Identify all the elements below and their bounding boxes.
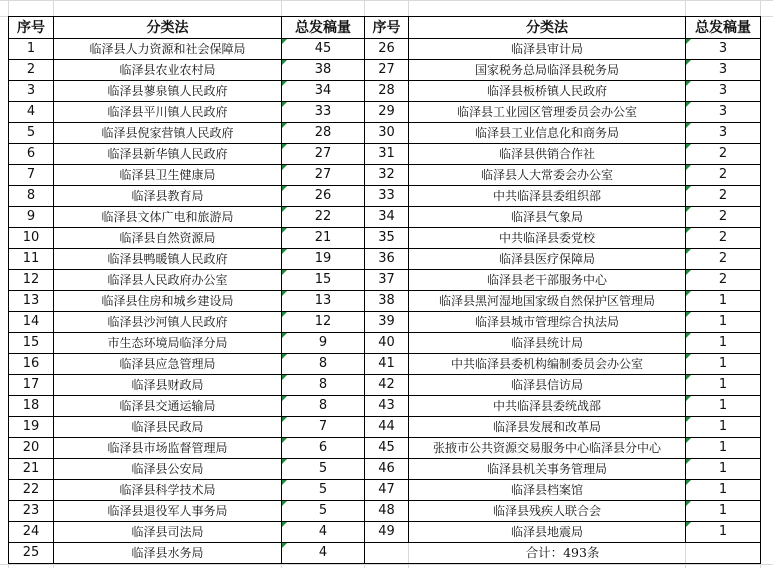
category-cell[interactable]: 临泽县审计局 [409,39,686,60]
serial-cell[interactable]: 20 [9,438,54,459]
count-cell[interactable]: 27 [282,165,365,186]
category-cell[interactable]: 临泽县卫生健康局 [54,165,282,186]
header-serial-left[interactable]: 序号 [9,17,54,39]
serial-cell[interactable]: 26 [365,39,409,60]
count-cell[interactable]: 7 [282,417,365,438]
category-cell[interactable]: 临泽县发展和改革局 [409,417,686,438]
category-cell[interactable]: 临泽县鸭暖镇人民政府 [54,249,282,270]
table-row [9,228,761,249]
table-row [9,81,761,102]
count-cell[interactable]: 34 [282,81,365,102]
serial-cell[interactable]: 12 [9,270,54,291]
category-cell[interactable]: 国家税务总局临泽县税务局 [409,60,686,81]
serial-cell[interactable]: 4 [9,102,54,123]
table-row [9,312,761,333]
serial-cell[interactable]: 32 [365,165,409,186]
category-cell[interactable]: 临泽县农业农村局 [54,60,282,81]
category-cell[interactable]: 临泽县财政局 [54,375,282,396]
category-cell[interactable]: 临泽县教育局 [54,186,282,207]
count-cell[interactable]: 1 [686,438,761,459]
count-cell[interactable]: 4 [282,522,365,543]
category-cell[interactable]: 临泽县住房和城乡建设局 [54,291,282,312]
serial-cell[interactable]: 44 [365,417,409,438]
serial-cell[interactable]: 13 [9,291,54,312]
category-cell[interactable]: 临泽县新华镇人民政府 [54,144,282,165]
serial-cell[interactable]: 27 [365,60,409,81]
count-cell[interactable]: 2 [686,144,761,165]
count-cell[interactable]: 38 [282,60,365,81]
count-cell[interactable]: 33 [282,102,365,123]
table-row-last [9,543,761,564]
serial-cell[interactable]: 49 [365,522,409,543]
count-cell[interactable]: 1 [686,501,761,522]
table-row [9,459,761,480]
category-cell[interactable]: 临泽县信访局 [409,375,686,396]
serial-cell[interactable]: 14 [9,312,54,333]
category-cell[interactable]: 临泽县倪家营镇人民政府 [54,123,282,144]
serial-cell[interactable]: 46 [365,459,409,480]
serial-cell[interactable]: 40 [365,333,409,354]
category-cell[interactable]: 临泽县档案馆 [409,480,686,501]
table-row [9,501,761,522]
category-cell[interactable]: 临泽县平川镇人民政府 [54,102,282,123]
table-row [9,480,761,501]
category-cell[interactable]: 临泽县应急管理局 [54,354,282,375]
serial-cell[interactable]: 19 [9,417,54,438]
count-cell[interactable]: 4 [282,543,365,564]
serial-cell[interactable]: 9 [9,207,54,228]
count-cell[interactable]: 22 [282,207,365,228]
count-cell[interactable]: 1 [686,417,761,438]
serial-cell[interactable]: 1 [9,39,54,60]
category-cell[interactable]: 临泽县气象局 [409,207,686,228]
count-cell[interactable]: 3 [686,60,761,81]
count-cell[interactable]: 2 [686,249,761,270]
count-cell[interactable]: 5 [282,480,365,501]
category-cell[interactable]: 临泽县司法局 [54,522,282,543]
table-row [9,438,761,459]
count-cell[interactable]: 2 [686,186,761,207]
table-row [9,354,761,375]
count-cell[interactable]: 2 [686,228,761,249]
table-row [9,165,761,186]
count-cell[interactable]: 15 [282,270,365,291]
serial-cell[interactable]: 16 [9,354,54,375]
table-row [9,39,761,60]
serial-cell[interactable]: 10 [9,228,54,249]
category-cell[interactable]: 临泽县残疾人联合会 [409,501,686,522]
serial-cell[interactable]: 28 [365,81,409,102]
serial-cell[interactable]: 25 [9,543,54,564]
count-cell[interactable]: 3 [686,123,761,144]
count-cell[interactable]: 8 [282,396,365,417]
serial-cell[interactable]: 48 [365,501,409,522]
category-cell[interactable]: 临泽县供销合作社 [409,144,686,165]
category-cell[interactable]: 临泽县人大常委会办公室 [409,165,686,186]
category-cell[interactable]: 中共临泽县委机构编制委员会办公室 [409,354,686,375]
count-cell[interactable]: 2 [686,207,761,228]
serial-cell[interactable]: 18 [9,396,54,417]
count-cell[interactable]: 1 [686,480,761,501]
table-row [9,396,761,417]
category-cell[interactable]: 中共临泽县委组织部 [409,186,686,207]
category-cell[interactable]: 临泽县蓼泉镇人民政府 [54,81,282,102]
category-cell[interactable]: 临泽县民政局 [54,417,282,438]
serial-cell[interactable]: 23 [9,501,54,522]
header-serial-right[interactable]: 序号 [365,17,409,39]
count-cell[interactable]: 12 [282,312,365,333]
serial-cell[interactable]: 47 [365,480,409,501]
count-cell[interactable]: 26 [282,186,365,207]
serial-cell[interactable]: 17 [9,375,54,396]
count-cell[interactable]: 1 [686,354,761,375]
count-cell[interactable]: 1 [686,375,761,396]
count-cell[interactable]: 1 [686,396,761,417]
table-row [9,144,761,165]
category-cell[interactable]: 中共临泽县委统战部 [409,396,686,417]
count-cell[interactable]: 1 [686,312,761,333]
count-cell[interactable]: 27 [282,144,365,165]
serial-cell[interactable]: 6 [9,144,54,165]
serial-cell[interactable]: 41 [365,354,409,375]
table-row [9,333,761,354]
count-cell[interactable]: 21 [282,228,365,249]
serial-cell[interactable]: 42 [365,375,409,396]
count-cell[interactable]: 1 [686,522,761,543]
category-cell[interactable]: 临泽县市场监督管理局 [54,438,282,459]
serial-cell[interactable]: 22 [9,480,54,501]
category-cell[interactable]: 临泽县机关事务管理局 [409,459,686,480]
total-cell[interactable]: 合计：493条 [365,543,761,564]
count-cell[interactable]: 1 [686,459,761,480]
category-cell[interactable]: 临泽县地震局 [409,522,686,543]
count-cell[interactable]: 45 [282,39,365,60]
serial-cell[interactable]: 33 [365,186,409,207]
header-category-left[interactable]: 分类法 [54,17,282,39]
count-cell[interactable]: 1 [686,333,761,354]
serial-cell[interactable]: 30 [365,123,409,144]
category-cell[interactable]: 张掖市公共资源交易服务中心临泽县分中心 [409,438,686,459]
serial-cell[interactable]: 37 [365,270,409,291]
header-row [9,17,761,39]
count-cell[interactable]: 3 [686,81,761,102]
serial-cell[interactable]: 45 [365,438,409,459]
serial-cell[interactable]: 3 [9,81,54,102]
header-category-right[interactable]: 分类法 [409,17,686,39]
serial-cell[interactable]: 2 [9,60,54,81]
table-row [9,249,761,270]
count-cell[interactable]: 3 [686,102,761,123]
serial-cell[interactable]: 29 [365,102,409,123]
category-cell[interactable]: 临泽县文体广电和旅游局 [54,207,282,228]
count-cell[interactable]: 5 [282,501,365,522]
serial-cell[interactable]: 43 [365,396,409,417]
category-cell[interactable]: 中共临泽县委党校 [409,228,686,249]
table-row [9,270,761,291]
category-cell[interactable]: 临泽县工业园区管理委员会办公室 [409,102,686,123]
count-cell[interactable]: 6 [282,438,365,459]
category-cell[interactable]: 临泽县公安局 [54,459,282,480]
serial-cell[interactable]: 31 [365,144,409,165]
serial-cell[interactable]: 15 [9,333,54,354]
count-cell[interactable]: 8 [282,354,365,375]
publication-count-table [8,16,761,564]
serial-cell[interactable]: 36 [365,249,409,270]
table-row [9,291,761,312]
table-row [9,375,761,396]
category-cell[interactable]: 临泽县退役军人事务局 [54,501,282,522]
count-cell[interactable]: 3 [686,39,761,60]
category-cell[interactable]: 临泽县科学技术局 [54,480,282,501]
category-cell[interactable]: 临泽县老干部服务中心 [409,270,686,291]
category-cell[interactable]: 临泽县自然资源局 [54,228,282,249]
category-cell[interactable]: 临泽县板桥镇人民政府 [409,81,686,102]
table-row [9,60,761,81]
count-cell[interactable]: 9 [282,333,365,354]
serial-cell[interactable]: 8 [9,186,54,207]
count-cell[interactable]: 19 [282,249,365,270]
category-cell[interactable]: 临泽县人民政府办公室 [54,270,282,291]
table-row [9,186,761,207]
category-cell[interactable]: 市生态环境局临泽分局 [54,333,282,354]
count-cell[interactable]: 13 [282,291,365,312]
count-cell[interactable]: 2 [686,165,761,186]
header-count-right[interactable]: 总发稿量 [686,17,761,39]
table-body [9,39,761,564]
count-cell[interactable]: 1 [686,291,761,312]
serial-cell[interactable]: 21 [9,459,54,480]
serial-cell[interactable]: 34 [365,207,409,228]
category-cell[interactable]: 临泽县沙河镇人民政府 [54,312,282,333]
serial-cell[interactable]: 24 [9,522,54,543]
category-cell[interactable]: 临泽县人力资源和社会保障局 [54,39,282,60]
serial-cell[interactable]: 11 [9,249,54,270]
category-cell[interactable]: 临泽县交通运输局 [54,396,282,417]
count-cell[interactable]: 8 [282,375,365,396]
serial-cell[interactable]: 39 [365,312,409,333]
serial-cell[interactable]: 35 [365,228,409,249]
category-cell[interactable]: 临泽县黑河湿地国家级自然保护区管理局 [409,291,686,312]
category-cell[interactable]: 临泽县统计局 [409,333,686,354]
count-cell[interactable]: 2 [686,270,761,291]
serial-cell[interactable]: 5 [9,123,54,144]
category-cell[interactable]: 临泽县医疗保障局 [409,249,686,270]
serial-cell[interactable]: 38 [365,291,409,312]
category-cell[interactable]: 临泽县城市管理综合执法局 [409,312,686,333]
category-cell[interactable]: 临泽县水务局 [54,543,282,564]
table-row [9,102,761,123]
table-row [9,207,761,228]
table-row [9,522,761,543]
category-cell[interactable]: 临泽县工业信息化和商务局 [409,123,686,144]
table-row [9,417,761,438]
count-cell[interactable]: 28 [282,123,365,144]
serial-cell[interactable]: 7 [9,165,54,186]
header-count-left[interactable]: 总发稿量 [282,17,365,39]
table-row [9,123,761,144]
count-cell[interactable]: 5 [282,459,365,480]
